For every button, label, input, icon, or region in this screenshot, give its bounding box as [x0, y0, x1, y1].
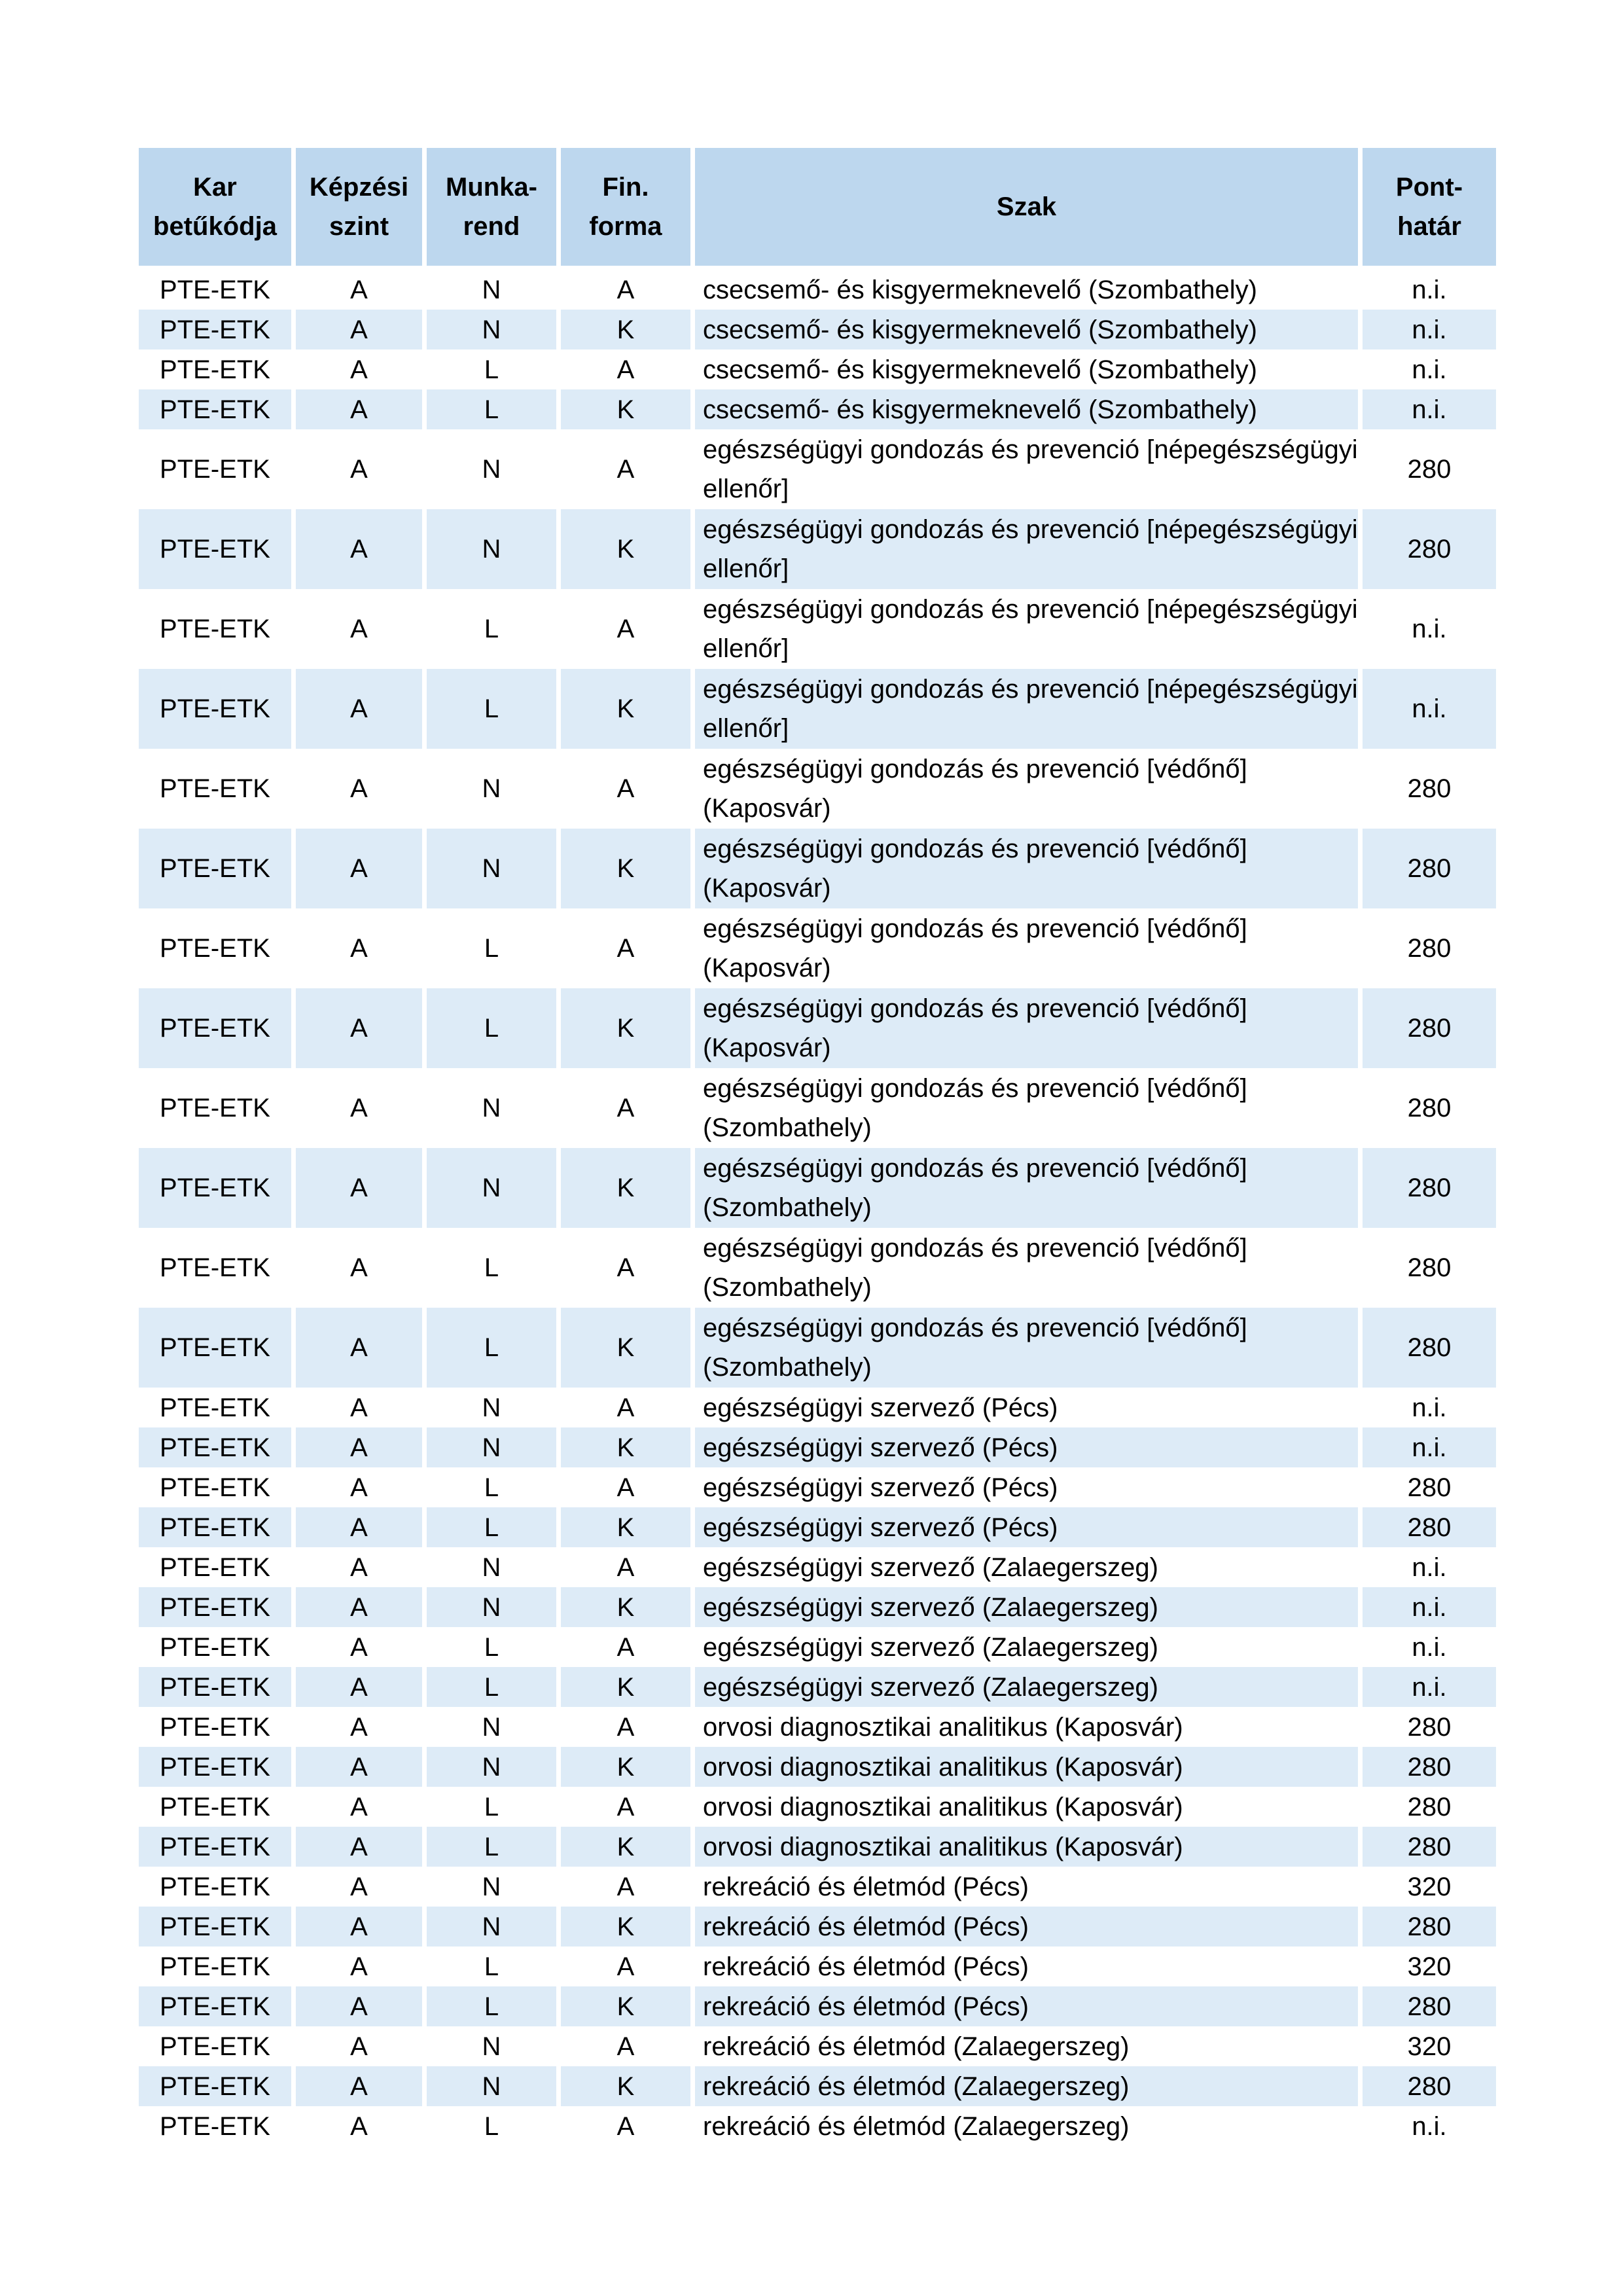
table-row [139, 589, 1496, 669]
szak-cell: rekreáció és életmód (Pécs) [695, 1986, 1363, 2026]
header-kar-line-2: betűkódja [153, 212, 277, 241]
szak-cell: egészségügyi gondozás és prevenció [védőnő] (Kaposvár) [695, 988, 1363, 1068]
table-row [139, 509, 1496, 589]
ponthatar-cell: 280 [1363, 1747, 1496, 1787]
ponthatar-cell: 280 [1363, 1827, 1496, 1867]
kar-cell: PTE-ETK [139, 1627, 296, 1667]
table-row [139, 1587, 1496, 1627]
ponthatar-cell: 280 [1407, 934, 1452, 963]
szint-cell: A [296, 1787, 427, 1827]
szint-cell: A [296, 988, 427, 1068]
fin-forma-cell: K [561, 669, 695, 749]
table-row [139, 310, 1496, 350]
fin-forma-cell: A [561, 1787, 695, 1827]
munkarend-cell: L [427, 1667, 561, 1707]
ponthatar-cell: 320 [1407, 2032, 1452, 2061]
fin-forma-cell: A [561, 270, 695, 310]
szak-cell: egészségügyi szervező (Pécs) [695, 1467, 1363, 1507]
table-row [139, 2106, 1496, 2146]
header-kar [139, 148, 296, 270]
ponthatar-cell: 280 [1407, 1473, 1452, 1502]
munkarend-cell: N [427, 2066, 561, 2106]
header-kepzesi-szint [296, 148, 427, 270]
szak-cell: csecsemő- és kisgyermeknevelő (Szombathely) [695, 389, 1363, 429]
szak-cell: orvosi diagnosztikai analitikus (Kaposvár) [695, 1747, 1363, 1787]
munkarend-cell: L [427, 1946, 561, 1986]
szint-cell: A [296, 1427, 427, 1467]
ponthatar-cell: 280 [1407, 455, 1452, 484]
ponthatar-cell: 280 [1407, 1253, 1452, 1282]
kar-cell: PTE-ETK [139, 310, 296, 350]
table-row [139, 1507, 1496, 1547]
szak-cell: rekreáció és életmód (Pécs) [695, 1946, 1363, 1986]
munkarend-cell: N [427, 1148, 561, 1228]
munkarend-cell: N [427, 1068, 561, 1148]
fin-forma-cell: A [561, 350, 695, 389]
ponthatar-cell: n.i. [1363, 389, 1496, 429]
szint-cell: A [296, 1747, 427, 1787]
ponthatar-cell: n.i. [1412, 275, 1447, 304]
szint-cell: A [296, 1946, 427, 1986]
szak-cell: egészségügyi gondozás és prevenció [védőnő] (Szombathely) [695, 1308, 1363, 1388]
ponthatar-cell: 280 [1363, 1907, 1496, 1946]
kar-cell: PTE-ETK [139, 1427, 296, 1467]
fin-forma-cell: K [561, 1667, 695, 1707]
szak-cell: egészségügyi szervező (Zalaegerszeg) [695, 1667, 1363, 1707]
szak-cell: egészségügyi gondozás és prevenció [védőnő] (Szombathely) [695, 1068, 1363, 1148]
szint-cell: A [296, 1867, 427, 1907]
fin-forma-cell: K [561, 1907, 695, 1946]
szint-cell: A [296, 1667, 427, 1707]
munkarend-cell: L [427, 1507, 561, 1547]
kar-cell: PTE-ETK [139, 1907, 296, 1946]
table-row [139, 669, 1496, 749]
table-row [139, 1747, 1496, 1787]
szak-cell: rekreáció és életmód (Zalaegerszeg) [695, 2026, 1363, 2066]
kar-cell: PTE-ETK [139, 1388, 296, 1427]
fin-forma-cell: K [561, 2066, 695, 2106]
szak-cell: egészségügyi gondozás és prevenció [védőnő] (Szombathely) [695, 1148, 1363, 1228]
szak-cell: egészségügyi szervező (Zalaegerszeg) [695, 1587, 1363, 1627]
munkarend-cell: N [427, 1747, 561, 1787]
fin-forma-cell: A [561, 749, 695, 829]
ponthatar-cell: n.i. [1412, 1393, 1447, 1422]
table-row [139, 1827, 1496, 1867]
munkarend-cell: L [427, 589, 561, 669]
ponthatar-cell: n.i. [1412, 1632, 1447, 1662]
header-fin-line-1: Fin. [602, 173, 649, 202]
szint-cell: A [296, 270, 427, 310]
szint-cell: A [296, 1986, 427, 2026]
szint-cell: A [296, 429, 427, 509]
ponthatar-cell: 280 [1363, 1148, 1496, 1228]
szint-cell: A [296, 749, 427, 829]
szak-cell: egészségügyi gondozás és prevenció [védőnő] (Szombathely) [695, 1228, 1363, 1308]
table-row [139, 908, 1496, 988]
table-row [139, 1427, 1496, 1467]
munkarend-cell: L [427, 1986, 561, 2026]
kar-cell: PTE-ETK [139, 1867, 296, 1907]
ponthatar-cell: 280 [1363, 988, 1496, 1068]
szint-cell: A [296, 1827, 427, 1867]
ponthatar-cell: 280 [1363, 829, 1496, 908]
szint-cell: A [296, 1507, 427, 1547]
kar-cell: PTE-ETK [139, 1667, 296, 1707]
szint-cell: A [296, 1587, 427, 1627]
ponthatar-cell: 280 [1363, 1308, 1496, 1388]
fin-forma-cell: A [561, 1467, 695, 1507]
munkarend-cell: L [427, 389, 561, 429]
munkarend-cell: N [427, 270, 561, 310]
kar-cell: PTE-ETK [139, 2106, 296, 2146]
kar-cell: PTE-ETK [139, 2026, 296, 2066]
header-fin-line-2: forma [589, 212, 662, 241]
header-munkarend [427, 148, 561, 270]
szint-cell: A [296, 1547, 427, 1587]
header-szint-line-2: szint [329, 212, 389, 241]
munkarend-cell: L [427, 1467, 561, 1507]
munkarend-cell: N [427, 1587, 561, 1627]
kar-cell: PTE-ETK [139, 669, 296, 749]
fin-forma-cell: K [561, 389, 695, 429]
ponthatar-cell: 280 [1363, 509, 1496, 589]
szint-cell: A [296, 2026, 427, 2066]
table-row [139, 829, 1496, 908]
table-row [139, 1867, 1496, 1907]
ponthatar-cell: 280 [1363, 2066, 1496, 2106]
szak-cell: egészségügyi gondozás és prevenció [népegészségügyi ellenőr] [695, 429, 1363, 509]
szint-cell: A [296, 1388, 427, 1427]
ponthatar-cell: 320 [1407, 1952, 1452, 1981]
munkarend-cell: N [427, 1707, 561, 1747]
kar-cell: PTE-ETK [139, 589, 296, 669]
munkarend-cell: L [427, 1308, 561, 1388]
table-row [139, 1787, 1496, 1827]
ponthatar-cell: 280 [1407, 1792, 1452, 1821]
szint-cell: A [296, 509, 427, 589]
ponthatar-cell: n.i. [1412, 355, 1447, 384]
munkarend-cell: L [427, 1827, 561, 1867]
szak-cell: egészségügyi szervező (Zalaegerszeg) [695, 1547, 1363, 1587]
header-kar-line-1: Kar [193, 173, 237, 202]
szak-cell: egészségügyi gondozás és prevenció [védőnő] (Kaposvár) [695, 908, 1363, 988]
kar-cell: PTE-ETK [139, 1946, 296, 1986]
szint-cell: A [296, 1907, 427, 1946]
fin-forma-cell: K [561, 1827, 695, 1867]
szint-cell: A [296, 389, 427, 429]
header-pont-line-1: Pont- [1395, 173, 1463, 202]
kar-cell: PTE-ETK [139, 1587, 296, 1627]
szak-cell: rekreáció és életmód (Zalaegerszeg) [695, 2106, 1363, 2146]
kar-cell: PTE-ETK [139, 1148, 296, 1228]
munkarend-cell: L [427, 1787, 561, 1827]
table-body [139, 270, 1496, 2146]
fin-forma-cell: A [561, 1627, 695, 1667]
ponthatar-cell: 280 [1363, 1986, 1496, 2026]
kar-cell: PTE-ETK [139, 749, 296, 829]
header-pont-line-2: határ [1397, 212, 1461, 241]
table-row [139, 2066, 1496, 2106]
ponthatar-cell: 320 [1407, 1872, 1452, 1901]
table-row [139, 1707, 1496, 1747]
szint-cell: A [296, 1068, 427, 1148]
header-row [139, 148, 1496, 270]
munkarend-cell: L [427, 350, 561, 389]
fin-forma-cell: K [561, 1747, 695, 1787]
fin-forma-cell: A [561, 589, 695, 669]
fin-forma-cell: A [561, 1388, 695, 1427]
table-row [139, 350, 1496, 389]
kar-cell: PTE-ETK [139, 1547, 296, 1587]
munkarend-cell: N [427, 509, 561, 589]
fin-forma-cell: A [561, 1068, 695, 1148]
szak-cell: egészségügyi szervező (Pécs) [695, 1427, 1363, 1467]
szak-cell: egészségügyi szervező (Pécs) [695, 1507, 1363, 1547]
table-row [139, 2026, 1496, 2066]
fin-forma-cell: A [561, 1946, 695, 1986]
kar-cell: PTE-ETK [139, 2066, 296, 2106]
kar-cell: PTE-ETK [139, 1467, 296, 1507]
szak-cell: csecsemő- és kisgyermeknevelő (Szombathely) [695, 310, 1363, 350]
szint-cell: A [296, 1467, 427, 1507]
fin-forma-cell: A [561, 1867, 695, 1907]
munkarend-cell: N [427, 1388, 561, 1427]
szak-cell: rekreáció és életmód (Pécs) [695, 1867, 1363, 1907]
kar-cell: PTE-ETK [139, 1986, 296, 2026]
ponthatar-cell: n.i. [1412, 615, 1447, 643]
ponthatar-cell: n.i. [1363, 310, 1496, 350]
ponthatar-cell: 280 [1407, 1094, 1452, 1122]
fin-forma-cell: K [561, 310, 695, 350]
szak-cell: egészségügyi szervező (Zalaegerszeg) [695, 1627, 1363, 1667]
szak-cell: rekreáció és életmód (Zalaegerszeg) [695, 2066, 1363, 2106]
szint-cell: A [296, 1228, 427, 1308]
kar-cell: PTE-ETK [139, 908, 296, 988]
ponthatar-cell: 280 [1407, 1712, 1452, 1742]
header-szak-label: Szak [996, 192, 1057, 221]
header-munkarend-line-2: rend [463, 212, 520, 241]
table-row [139, 1467, 1496, 1507]
munkarend-cell: L [427, 1627, 561, 1667]
fin-forma-cell: A [561, 429, 695, 509]
fin-forma-cell: A [561, 908, 695, 988]
munkarend-cell: L [427, 2106, 561, 2146]
fin-forma-cell: K [561, 1427, 695, 1467]
fin-forma-cell: A [561, 1707, 695, 1747]
szak-cell: egészségügyi gondozás és prevenció [védőnő] (Kaposvár) [695, 829, 1363, 908]
table-row [139, 1388, 1496, 1427]
table-row [139, 1308, 1496, 1388]
header-szint-line-1: Képzési [309, 173, 409, 202]
kar-cell: PTE-ETK [139, 389, 296, 429]
szint-cell: A [296, 1627, 427, 1667]
szak-cell: csecsemő- és kisgyermeknevelő (Szombathely) [695, 270, 1363, 310]
table-row [139, 1986, 1496, 2026]
munkarend-cell: N [427, 829, 561, 908]
szint-cell: A [296, 2066, 427, 2106]
munkarend-cell: N [427, 310, 561, 350]
table-row [139, 1907, 1496, 1946]
fin-forma-cell: K [561, 509, 695, 589]
szint-cell: A [296, 1148, 427, 1228]
fin-forma-cell: A [561, 1547, 695, 1587]
szak-cell: egészségügyi szervező (Pécs) [695, 1388, 1363, 1427]
munkarend-cell: L [427, 908, 561, 988]
szak-cell: egészségügyi gondozás és prevenció [védőnő] (Kaposvár) [695, 749, 1363, 829]
header-szak [695, 148, 1363, 270]
table-row [139, 270, 1496, 310]
szint-cell: A [296, 2106, 427, 2146]
kar-cell: PTE-ETK [139, 509, 296, 589]
table-row [139, 1667, 1496, 1707]
fin-forma-cell: K [561, 1587, 695, 1627]
munkarend-cell: N [427, 1547, 561, 1587]
fin-forma-cell: K [561, 829, 695, 908]
ponthatar-cell: n.i. [1412, 2111, 1447, 2141]
fin-forma-cell: A [561, 2026, 695, 2066]
kar-cell: PTE-ETK [139, 1827, 296, 1867]
ponthatar-cell: n.i. [1363, 669, 1496, 749]
ponthatar-cell: 280 [1407, 774, 1452, 803]
kar-cell: PTE-ETK [139, 1707, 296, 1747]
szint-cell: A [296, 350, 427, 389]
munkarend-cell: N [427, 1907, 561, 1946]
szak-cell: egészségügyi gondozás és prevenció [népegészségügyi ellenőr] [695, 589, 1363, 669]
ponthatar-cell: n.i. [1363, 1667, 1496, 1707]
szint-cell: A [296, 310, 427, 350]
ponthatar-cell: 280 [1363, 1507, 1496, 1547]
munkarend-cell: N [427, 429, 561, 509]
munkarend-cell: L [427, 988, 561, 1068]
admission-table-container [139, 148, 1496, 2146]
kar-cell: PTE-ETK [139, 1787, 296, 1827]
kar-cell: PTE-ETK [139, 1068, 296, 1148]
table-row [139, 429, 1496, 509]
fin-forma-cell: K [561, 988, 695, 1068]
munkarend-cell: L [427, 1228, 561, 1308]
fin-forma-cell: K [561, 1986, 695, 2026]
szint-cell: A [296, 829, 427, 908]
table-row [139, 1627, 1496, 1667]
table-row [139, 988, 1496, 1068]
table-row [139, 1068, 1496, 1148]
fin-forma-cell: K [561, 1308, 695, 1388]
table-row [139, 1946, 1496, 1986]
kar-cell: PTE-ETK [139, 988, 296, 1068]
table-row [139, 389, 1496, 429]
ponthatar-cell: n.i. [1363, 1427, 1496, 1467]
ponthatar-cell: n.i. [1363, 1587, 1496, 1627]
szint-cell: A [296, 669, 427, 749]
szak-cell: orvosi diagnosztikai analitikus (Kaposvár) [695, 1707, 1363, 1747]
header-ponthatar [1363, 148, 1496, 270]
szak-cell: rekreáció és életmód (Pécs) [695, 1907, 1363, 1946]
szak-cell: egészségügyi gondozás és prevenció [népegészségügyi ellenőr] [695, 669, 1363, 749]
table-row [139, 1148, 1496, 1228]
table-header [139, 148, 1496, 270]
szint-cell: A [296, 589, 427, 669]
munkarend-cell: N [427, 1427, 561, 1467]
kar-cell: PTE-ETK [139, 829, 296, 908]
kar-cell: PTE-ETK [139, 350, 296, 389]
fin-forma-cell: K [561, 1507, 695, 1547]
ponthatar-cell: n.i. [1412, 1552, 1447, 1582]
szak-cell: orvosi diagnosztikai analitikus (Kaposvár) [695, 1787, 1363, 1827]
munkarend-cell: L [427, 669, 561, 749]
kar-cell: PTE-ETK [139, 1308, 296, 1388]
munkarend-cell: N [427, 1867, 561, 1907]
szint-cell: A [296, 908, 427, 988]
kar-cell: PTE-ETK [139, 1747, 296, 1787]
munkarend-cell: N [427, 2026, 561, 2066]
kar-cell: PTE-ETK [139, 1507, 296, 1547]
admission-scores-table [139, 148, 1496, 2146]
szak-cell: csecsemő- és kisgyermeknevelő (Szombathely) [695, 350, 1363, 389]
szak-cell: egészségügyi gondozás és prevenció [népegészségügyi ellenőr] [695, 509, 1363, 589]
fin-forma-cell: A [561, 1228, 695, 1308]
fin-forma-cell: K [561, 1148, 695, 1228]
kar-cell: PTE-ETK [139, 270, 296, 310]
fin-forma-cell: A [561, 2106, 695, 2146]
header-fin-forma [561, 148, 695, 270]
szint-cell: A [296, 1707, 427, 1747]
kar-cell: PTE-ETK [139, 429, 296, 509]
kar-cell: PTE-ETK [139, 1228, 296, 1308]
table-row [139, 1228, 1496, 1308]
table-row [139, 1547, 1496, 1587]
szint-cell: A [296, 1308, 427, 1388]
szak-cell: orvosi diagnosztikai analitikus (Kaposvár) [695, 1827, 1363, 1867]
munkarend-cell: N [427, 749, 561, 829]
header-munkarend-line-1: Munka- [446, 173, 537, 202]
table-row [139, 749, 1496, 829]
